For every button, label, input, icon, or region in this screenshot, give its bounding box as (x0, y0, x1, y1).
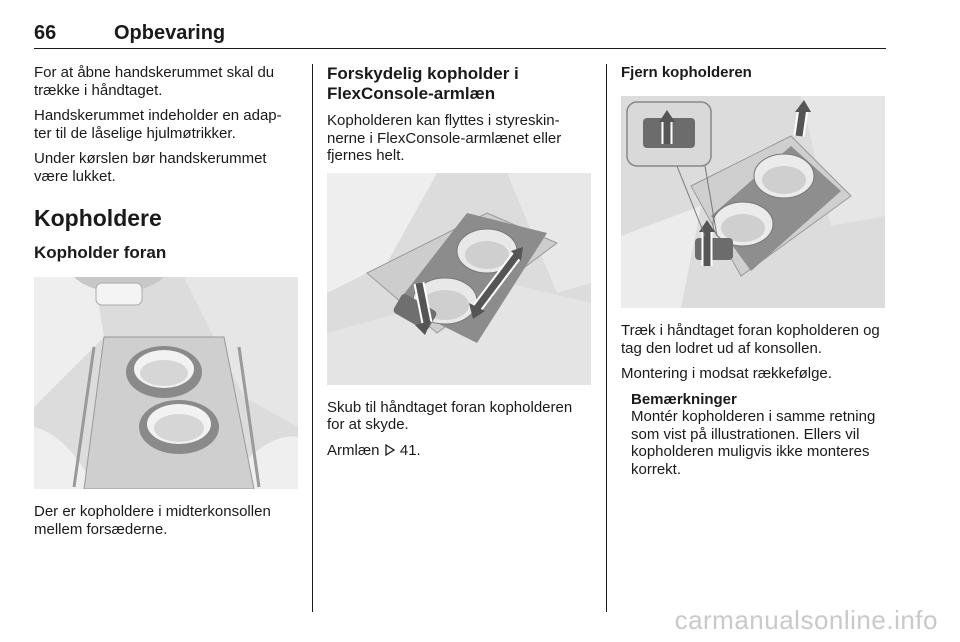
note-title: Bemærkninger (631, 390, 737, 408)
section-heading: Fjern kopholderen (621, 64, 752, 81)
column-1 (34, 64, 298, 546)
column-divider (606, 64, 607, 612)
column-divider (312, 64, 313, 612)
page-reference-arrow-icon (384, 443, 396, 455)
section-heading: Kopholdere (34, 205, 162, 231)
paragraph: For at åbne handskerummet skal du trække i håndtaget. (34, 64, 275, 99)
note-box (631, 391, 887, 479)
page-number: 66 (34, 22, 57, 44)
column-3 (621, 64, 887, 478)
paragraph: Træk i håndtaget foran kopholderen og tag den lodret ud af konsollen. (621, 322, 880, 357)
paragraph: Kopholderen kan flyttes i styreskin-nerne i FlexConsole-armlænet eller fjernes helt. (327, 112, 562, 164)
cross-reference (327, 442, 593, 460)
chapter-title: Opbevaring (114, 22, 226, 44)
illustration-caption: Skub til håndtaget foran kopholderen for at skyde. (327, 398, 573, 433)
note-text: Montér kopholderen i samme retning som vist på illustrationen. Ellers vil kopholderen muligvis ikke monteres korrekt. (631, 408, 876, 478)
subsection-heading: Kopholder foran (34, 243, 167, 262)
page-header (34, 18, 886, 49)
paragraph: Montering i modsat rækkefølge. (621, 365, 832, 382)
remove-cupholder-illustration (621, 96, 885, 308)
sliding-cupholder-illustration (327, 173, 591, 385)
reference-page: 41. (399, 441, 421, 459)
illustration-caption: Der er kopholdere i midterkonsollen mellem forsæderne. (34, 503, 271, 538)
paragraph: Under kørslen bør handskerummet være lukket. (34, 150, 267, 185)
watermark: carmanualsonline.info (674, 605, 938, 635)
reference-label: Armlæn (327, 441, 380, 459)
paragraph: Handskerummet indeholder en adap-ter til de låselige hjulmøtrikker. (34, 107, 282, 142)
section-heading: Forskydelig kopholder i FlexConsole-armlæn (327, 64, 519, 103)
column-2 (327, 64, 593, 467)
front-cupholder-illustration (34, 277, 298, 489)
